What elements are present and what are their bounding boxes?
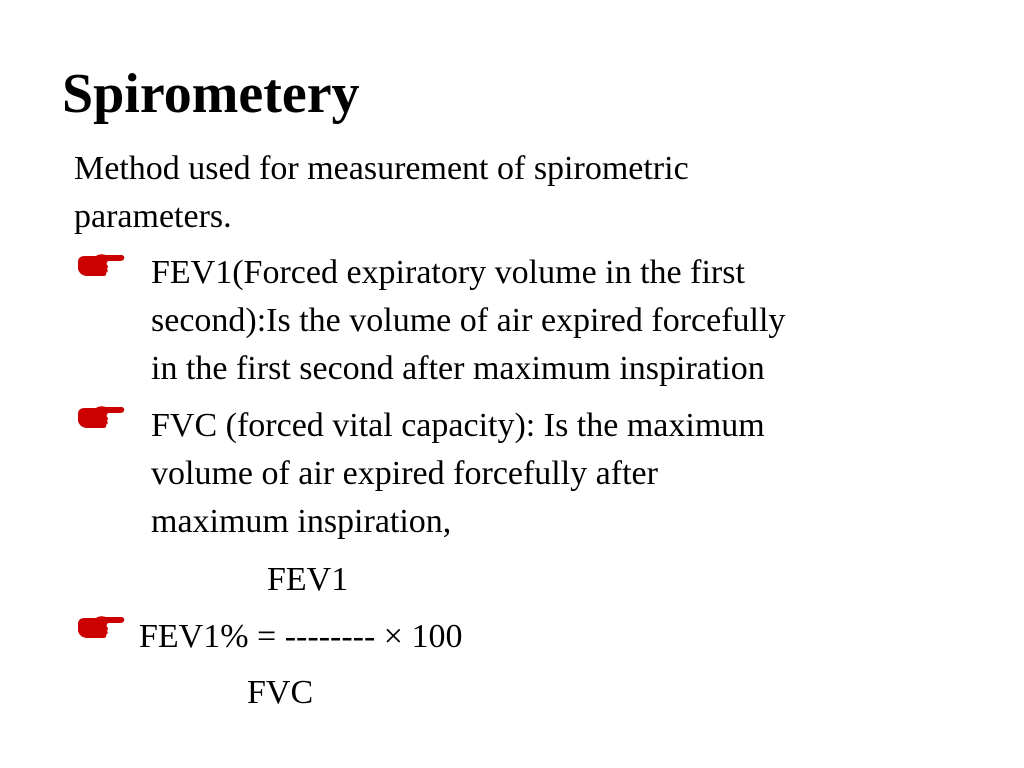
pointing-hand-icon [76,614,126,640]
intro-line-2: parameters. [74,198,232,235]
pointing-hand-icon [76,252,126,278]
pointing-hand-icon [76,404,126,430]
bullet-fvc [151,402,931,546]
bullet-fvc-line-1: FVC (forced vital capacity): Is the maximum [151,407,765,444]
intro-paragraph [74,145,834,241]
bullet-fvc-line-3: maximum inspiration, [151,503,452,540]
formula-denominator: FVC [247,674,314,711]
bullet-fev1-line-1: FEV1(Forced expiratory volume in the first [151,254,745,291]
bullet-fev1-line-2: second):Is the volume of air expired forcefully [151,302,786,339]
formula-numerator: FEV1 [267,561,349,598]
bullet-fvc-line-2: volume of air expired forcefully after [151,455,658,492]
intro-line-1: Method used for measurement of spirometric [74,150,689,187]
bullet-fev1 [151,249,931,393]
bullet-fev1-line-3: in the first second after maximum inspiration [151,350,765,387]
formula-equation: FEV1% = -------- × 100 [139,618,463,655]
slide-title: Spirometery [62,63,360,125]
